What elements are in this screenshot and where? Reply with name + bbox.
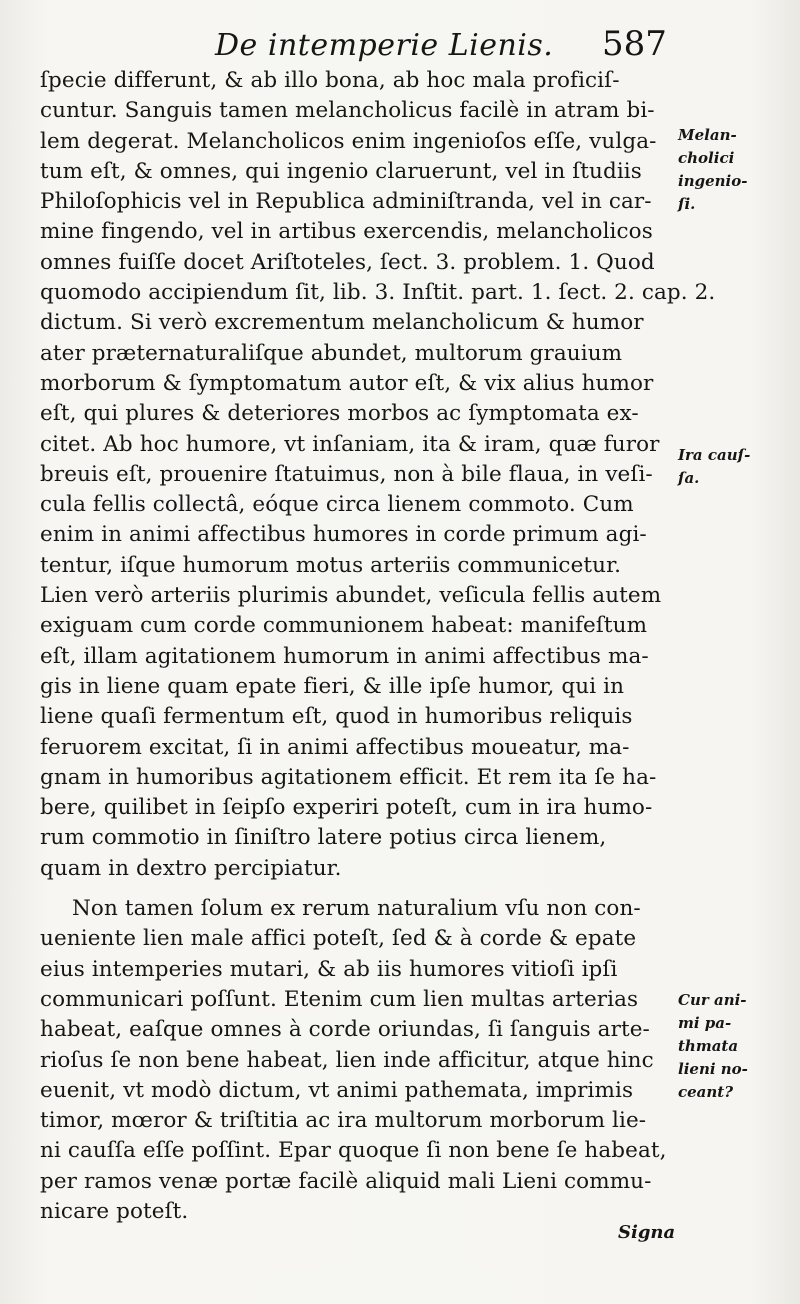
text-line: ſpecie differunt, & ab illo bona, ab hoc mala proficiſ- [40,68,620,93]
page-number: 587 [602,24,667,64]
margin-note-ira [678,444,750,490]
text-line: habeat, eaſque omnes à corde oriundas, ſi ſanguis arte- [40,1017,650,1043]
catchword: Signa [618,1222,676,1243]
text-line: eſt, illam agitationem humorum in animi affectibus ma- [40,643,649,669]
text-line: cula fellis collectâ, eóque circa lienem commoto. Cum [40,492,634,518]
text-line: morborum & ſymptomatum autor eſt, & vix alius humor [40,370,654,396]
text-line: Lien verò arteriis plurimis abundet, veſicula fellis autem [40,583,662,609]
text-line: bere, quilibet in ſeipſo experiri poteſt, cum in ira humo- [40,795,653,821]
text-line: feruorem excitat, ſi in animi affectibus moueatur, ma- [40,734,630,760]
text-line: per ramos venæ portæ facilè aliquid mali Lieni commu- [40,1168,652,1194]
text-line: exiguam cum corde communionem habeat: manifeſtum [40,613,648,639]
text-line: mine fingendo, vel in artibus exercendis, melancholicos [40,219,653,245]
margin-note-melancholici [678,124,747,216]
margin-note-line: ingenio- [678,172,748,190]
paragraph-2 [40,894,680,1227]
text-line: quam in dextro percipiatur. [40,855,342,881]
text-line: communicari poſſunt. Etenim cum lien multas arterias [40,986,639,1012]
margin-note-line: Melan- [678,126,737,144]
margin-note-line: Cur ani- [678,991,747,1009]
margin-note-line: lieni no- [678,1060,748,1078]
text-line: citet. Ab hoc humore, vt inſaniam, ita & iram, quæ furor [40,431,660,457]
margin-note-line: ſi. [678,195,696,213]
margin-note-line: ſa. [678,469,700,487]
text-line: lem degerat. Melancholicos enim ingenioſos eſſe, vulga- [40,128,657,154]
text-line: tum eſt, & omnes, qui ingenio claruerunt, vel in ſtudiis [40,158,642,184]
text-line: timor, mœror & triſtitia ac ira multorum morborum lie- [40,1108,647,1134]
text-line: ueniente lien male affici poteſt, ſed & à corde & epate [40,926,637,952]
text-line: quomodo accipiendum ſit, lib. 3. Inſtit. part. 1. ſect. 2. cap. 2. [40,280,716,306]
text-line: eius intemperies mutari, & ab iis humores vitioſi ipſi [40,956,618,982]
margin-note-line: thmata [678,1037,739,1055]
text-line: rioſus ſe non bene habeat, lien inde afficitur, atque hinc [40,1047,654,1073]
page-header [0,22,800,70]
text-line: eſt, qui plures & deteriores morbos ac ſymptomata ex- [40,401,639,427]
text-line: rum commotio in ſiniſtro latere potius circa lienem, [40,825,607,851]
margin-note-cur-animi [678,989,748,1104]
text-line: ni cauſſa eſſe poſſint. Epar quoque ſi non bene ſe habeat, [40,1138,667,1164]
text-line: liene quaſi fermentum eſt, quod in humoribus reliquis [40,704,633,730]
margin-note-line: ceant? [678,1083,734,1101]
text-line: cuntur. Sanguis tamen melancholicus facilè in atram bi- [40,98,655,124]
text-line: nicare poteſt. [40,1198,189,1224]
text-line: Philoſophicis vel in Republica adminiſtranda, vel in car- [40,189,652,215]
text-line: enim in animi affectibus humores in corde primum agi- [40,522,647,548]
margin-note-line: mi pa- [678,1014,732,1032]
text-line: gis in liene quam epate fieri, & ille ipſe humor, qui in [40,673,625,699]
text-line: dictum. Si verò excrementum melancholicum & humor [40,310,644,336]
text-line: Non tamen ſolum ex rerum naturalium vſu non con- [72,896,641,922]
text-line: euenit, vt modò dictum, vt animi pathemata, imprimis [40,1077,634,1103]
running-title: De intemperie Lienis. [215,28,554,63]
text-line: omnes fuiſſe docet Ariſtoteles, ſect. 3. problem. 1. Quod [40,249,655,275]
margin-note-line: Ira cauſ- [678,446,751,464]
text-line: gnam in humoribus agitationem efficit. Et rem ita ſe ha- [40,764,657,790]
text-line: tentur, iſque humorum motus arteriis communicetur. [40,552,622,578]
text-line: breuis eſt, prouenire ſtatuimus, non à bile flaua, in veſi- [40,461,653,487]
margin-note-line: cholici [678,149,735,167]
text-line: ater præternaturaliſque abundet, multorum grauium [40,340,623,366]
